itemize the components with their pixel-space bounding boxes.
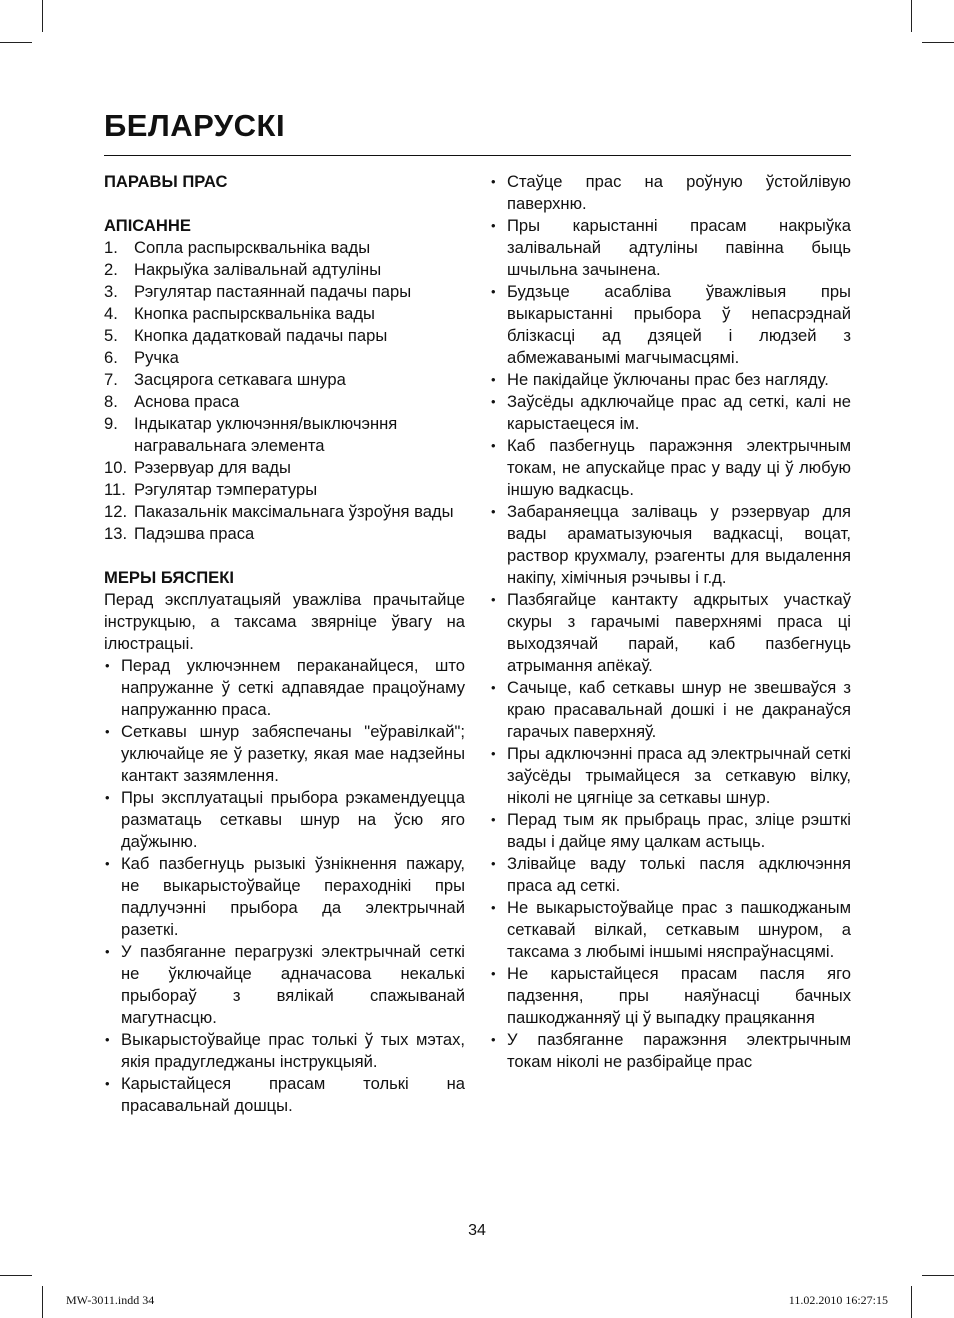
safety-bullet-item: • Сеткавы шнур забяспечаны "еўравілкай"; уключайце яе ў разетку, якая мае надзейны кантакт зазямлення. [104, 721, 465, 787]
description-item [104, 325, 465, 347]
description-item-number: 12. [104, 502, 128, 521]
description-item [104, 303, 465, 325]
crop-mark [42, 0, 43, 32]
safety-bullet-item: • Каб пазбегнуць рызыкі ўзнікнення пажару, не выкарыстоўвайце пераходнікі пры падлучэнні прыбора да электрычнай разеткі. [104, 853, 465, 941]
safety-bullet-item: • Пры карыстанні прасам накрыўка залівальнай адтуліны павінна быць шчыльна зачынена. [490, 215, 851, 281]
crop-mark [0, 1275, 32, 1276]
crop-mark [0, 42, 32, 43]
safety-bullet-item: • Не пакідайце ўключаны прас без нагляду. [490, 369, 851, 391]
safety-bullet-item: • Выкарыстоўвайце прас толькі ў тых мэтах, якія прадугледжаны інструкцыяй. [104, 1029, 465, 1073]
safety-bullet-item: • Пазбягайце кантакту адкрытых участкаў скуры з гарачымі паверхнямі праса ці выходзячай парай, каб пазбегнуць атрымання апёкаў. [490, 589, 851, 677]
description-item-text: Індыкатар уключэння/выключэння награвальнага элемента [134, 414, 398, 455]
description-item-text: Падэшва праса [134, 524, 255, 543]
section-title: ПАРАВЫ ПРАС [104, 172, 228, 191]
description-item [104, 369, 465, 391]
description-item-text: Кнопка дадатковай падачы пары [134, 326, 388, 345]
description-list [104, 237, 465, 545]
crop-mark [922, 42, 954, 43]
safety-bullet-item: • У пазбяганне паражэння электрычным токам ніколі не разбірайце прас [490, 1029, 851, 1073]
safety-bullet-item: • Стаўце прас на роўную ўстойлівую паверхню. [490, 171, 851, 215]
description-item [104, 391, 465, 413]
safety-bullet-item: • Пры эксплуатацыі прыбора рэкамендуецца разматаць сеткавы шнур на ўсю яго даўжыню. [104, 787, 465, 853]
description-item-number: 3. [104, 282, 118, 301]
safety-heading: МЕРЫ БЯСПЕКІ [104, 568, 234, 587]
description-item-text: Рэгулятар тэмпературы [134, 480, 318, 499]
crop-mark [42, 1286, 43, 1318]
description-item-number: 7. [104, 370, 118, 389]
description-item [104, 501, 465, 523]
description-item-number: 6. [104, 348, 118, 367]
description-item-number: 11. [104, 480, 126, 499]
description-item-number: 1. [104, 238, 118, 257]
safety-bullet-item: • Каб пазбегнуць паражэння электрычным токам, не апускайце прас у ваду ці ў любую іншую вадкасць. [490, 435, 851, 501]
safety-list-left [104, 655, 465, 1117]
footer-file-info: MW-3011.indd 34 [66, 1293, 155, 1307]
safety-bullet-item: • Карыстайцеся прасам толькі на прасавальнай дошцы. [104, 1073, 465, 1117]
description-heading: АПІСАННЕ [104, 216, 191, 235]
safety-bullet-item: • Пры адключэнні праса ад электрычнай сеткі заўсёды трымайцеся за сеткавую вілку, ніколі не цягніце за сеткавы шнур. [490, 743, 851, 809]
description-item-text: Аснова праса [134, 392, 240, 411]
description-item [104, 413, 465, 457]
description-item-number: 13. [104, 524, 128, 543]
description-item [104, 237, 465, 259]
description-item-number: 10. [104, 458, 128, 477]
safety-list-right [490, 171, 851, 1073]
safety-bullet-item: • Не карыстайцеся прасам пасля яго падзення, пры наяўнасці бачных пашкоджанняў ці ў выпадку працякання [490, 963, 851, 1029]
description-item-number: 9. [104, 414, 118, 433]
safety-bullet-item: • Перад уключэннем пераканайцеся, што напружанне ў сеткі адпавядае працоўнаму напружанню праса. [104, 655, 465, 721]
description-item-text: Кнопка распырсквальніка вады [134, 304, 375, 323]
description-item-text: Рэгулятар пастаяннай падачы пары [134, 282, 412, 301]
description-item-text: Накрыўка залівальнай адтуліны [134, 260, 382, 279]
safety-bullet-item: • Злівайце ваду толькі пасля адключэння праса ад сеткі. [490, 853, 851, 897]
description-item-text: Рэзервуар для вады [134, 458, 291, 477]
description-item-text: Ручка [134, 348, 179, 367]
footer-timestamp: 11.02.2010 16:27:15 [788, 1293, 888, 1307]
safety-bullet-item: • Не выкарыстоўвайце прас з пашкоджаным сеткавай вілкай, сеткавым шнуром, а таксама з любымі іншымі няспраўнасцямі. [490, 897, 851, 963]
crop-mark [911, 0, 912, 32]
safety-intro: Перад эксплуатацыяй уважліва прачытайце інструкцыю, а таксама звярніце ўвагу на ілюстрацыі. [104, 590, 465, 653]
title-rule [104, 155, 851, 156]
safety-bullet-item: • Перад тым як прыбраць прас, зліце рэшткі вады і дайце яму цалкам астыць. [490, 809, 851, 853]
description-item-number: 4. [104, 304, 118, 323]
left-column [104, 171, 465, 1117]
description-item-number: 5. [104, 326, 118, 345]
description-item [104, 347, 465, 369]
description-item [104, 457, 465, 479]
description-item-text: Сопла распырсквальніка вады [134, 238, 371, 257]
safety-bullet-item: • Заўсёды адключайце прас ад сеткі, калі не карыстаецеся ім. [490, 391, 851, 435]
description-item-text: Паказальнік максімальнага ўзроўня вады [134, 502, 454, 521]
description-item-number: 2. [104, 260, 118, 279]
crop-mark [911, 1286, 912, 1318]
safety-bullet-item: • Сачыце, каб сеткавы шнур не звешваўся з краю прасавальнай дошкі і не дакранаўся гарачых паверхняў. [490, 677, 851, 743]
right-column [490, 171, 851, 1073]
description-item [104, 479, 465, 501]
page-title: БЕЛАРУСКІ [104, 108, 286, 143]
safety-bullet-item: • У пазбяганне перагрузкі электрычнай сеткі не ўключайце адначасова некалькі прыбораў з вялікай спажыванай магутнасцю. [104, 941, 465, 1029]
safety-bullet-item: • Забараняецца заліваць у рэзервуар для вады араматызуючыя вадкасці, воцат, раствор крухмалу, рэагенты для выдалення накіпу, хімічныя рэчывы і г.д. [490, 501, 851, 589]
description-item [104, 281, 465, 303]
description-item-text: Засцярога сеткавага шнура [134, 370, 346, 389]
safety-bullet-item: • Будзьце асабліва ўважлівыя пры выкарыстанні прыбора ў непасрэднай блізкасці ад дзяцей і людзей з абмежаванымі магчымасцямі. [490, 281, 851, 369]
description-item [104, 523, 465, 545]
description-item [104, 259, 465, 281]
crop-mark [922, 1275, 954, 1276]
description-item-number: 8. [104, 392, 118, 411]
page-number: 34 [468, 1222, 486, 1239]
